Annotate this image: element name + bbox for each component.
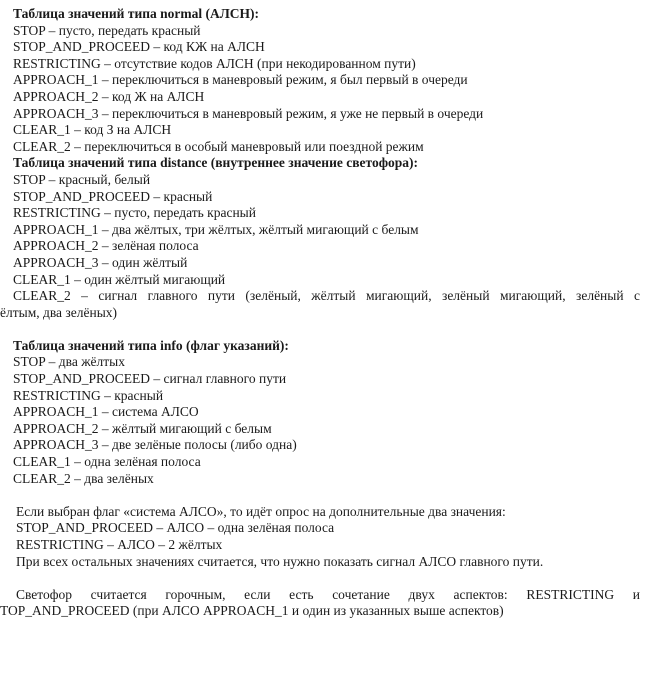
text-line: Если выбран флаг «система АЛСО», то идёт опрос на дополнительные два значения: [16,503,506,519]
text-line: Светофор считается горочным, если есть сочетание двух аспектов: RESTRICTING и [16,586,640,602]
text-line: CLEAR_2 – два зелёных [13,470,154,486]
text-line: CLEAR_2 – переключиться в особый маневровый или поездной режим [13,138,424,154]
text-line: APPROACH_1 – два жёлтых, три жёлтых, жёлтый мигающий с белым [13,221,419,237]
text-line: STOP – красный, белый [13,171,151,187]
text-line: APPROACH_3 – один жёлтый [13,254,188,270]
blank-line [0,487,663,504]
text-line: APPROACH_1 – система АЛСО [13,404,199,420]
blank-line [0,321,663,338]
wrapped-text-line: TOP_AND_PROCEED (при АЛСО APPROACH_1 и один из указанных выше аспектов) [0,603,504,619]
text-line: STOP_AND_PROCEED – АЛСО – одна зелёная полоса [16,520,335,536]
wrapped-text-line: ёлтым, два зелёных) [0,304,118,320]
section-heading: Таблица значений типа distance (внутреннее значение светофора): [13,155,419,171]
text-line: CLEAR_1 – одна зелёная полоса [13,454,201,470]
text-line: STOP_AND_PROCEED – код КЖ на АЛСН [13,39,265,55]
section-heading: Таблица значений типа info (флаг указаний): [13,337,289,353]
blank-line [0,570,663,587]
text-line: STOP_AND_PROCEED – красный [13,188,213,204]
text-line: STOP_AND_PROCEED – сигнал главного пути [13,371,287,387]
text-line: При всех остальных значениях считается, что нужно показать сигнал АЛСО главного пути. [16,553,544,569]
text-line: RESTRICTING – пусто, передать красный [13,205,256,221]
text-line: APPROACH_3 – переключиться в маневровый режим, я уже не первый в очереди [13,105,484,121]
text-line: STOP – пусто, передать красный [13,22,201,38]
text-line: APPROACH_2 – зелёная полоса [13,238,199,254]
text-line: CLEAR_1 – один жёлтый мигающий [13,271,226,287]
text-line: APPROACH_2 – жёлтый мигающий с белым [13,420,272,436]
section-heading: Таблица значений типа normal (АЛСН): [13,6,260,21]
text-line: APPROACH_1 – переключиться в маневровый режим, я был первый в очереди [13,72,468,88]
text-line: STOP – два жёлтых [13,354,125,370]
text-line: APPROACH_3 – две зелёные полосы (либо одна) [13,437,297,453]
text-line: CLEAR_2 – сигнал главного пути (зелёный, жёлтый мигающий, зелёный мигающий, зелёный с [13,288,640,304]
text-line: APPROACH_2 – код Ж на АЛСН [13,88,205,104]
text-line: CLEAR_1 – код З на АЛСН [13,122,172,138]
text-line: RESTRICTING – красный [13,387,164,403]
text-line: RESTRICTING – АЛСО – 2 жёлтых [16,537,223,552]
text-line: RESTRICTING – отсутствие кодов АЛСН (при некодированном пути) [13,55,416,71]
